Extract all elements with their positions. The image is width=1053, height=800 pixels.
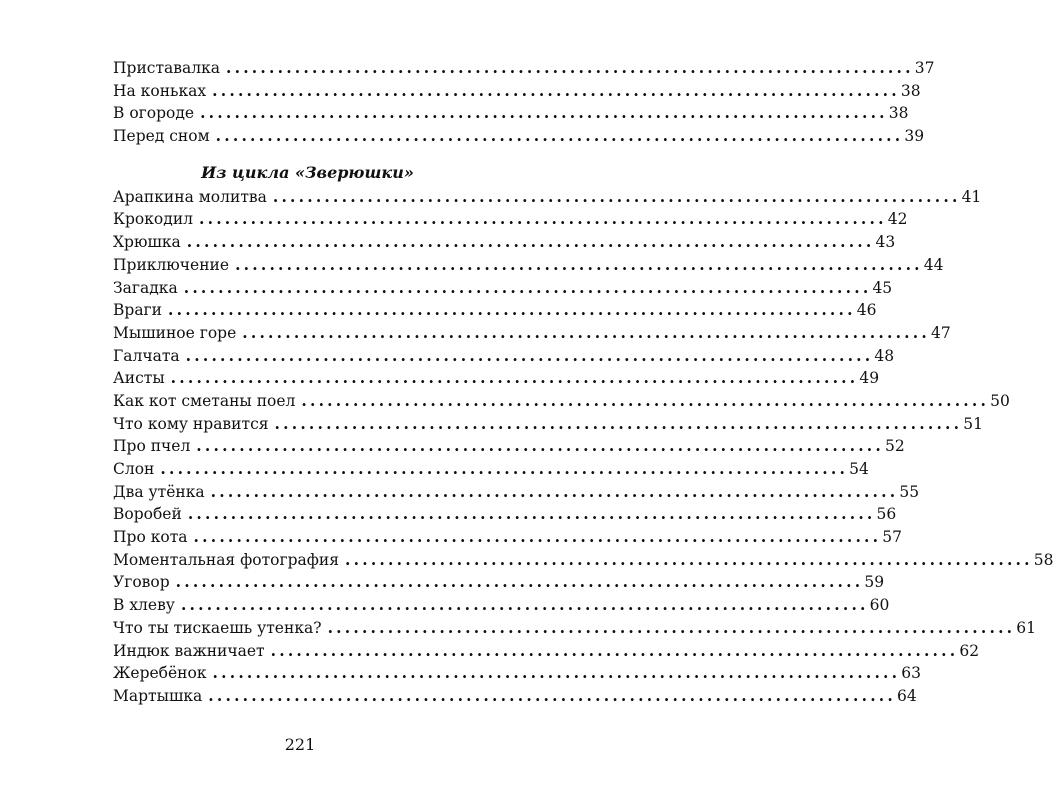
dot-leader: ................................................................................ bbox=[226, 58, 914, 77]
toc-entry-title: Враги bbox=[113, 301, 163, 320]
dot-leader: ................................................................................ bbox=[180, 595, 869, 615]
dot-leader: ................................................................................ bbox=[200, 103, 888, 123]
dot-leader: ................................................................................ bbox=[187, 504, 876, 524]
toc-entry bbox=[113, 254, 944, 277]
toc-entry-page: 44 bbox=[923, 255, 944, 274]
dot-leader: ................................................................................ bbox=[235, 254, 923, 274]
toc-entry-page: 41 bbox=[961, 187, 982, 206]
toc-entry-title: Моментальная фотография bbox=[113, 550, 340, 569]
toc-entry-title: Воробей bbox=[113, 505, 182, 524]
toc-entry-title: На коньках bbox=[113, 81, 207, 100]
toc-entry bbox=[113, 640, 980, 663]
toc-entry-title: Загадка bbox=[113, 278, 178, 297]
dot-leader: ................................................................................ bbox=[212, 663, 901, 683]
toc-entry-title: Что ты тискаешь утенка? bbox=[113, 618, 322, 637]
dot-leader: ................................................................................ bbox=[327, 617, 1016, 637]
toc-entry bbox=[113, 594, 890, 617]
dot-leader: ................................................................................ bbox=[183, 277, 872, 297]
toc-entry-title: Слон bbox=[113, 460, 155, 478]
toc-entry-page: 62 bbox=[959, 641, 980, 660]
toc-entry bbox=[113, 57, 935, 80]
toc-entry-page: 50 bbox=[990, 391, 1010, 410]
dot-leader: ................................................................................ bbox=[345, 549, 1033, 569]
dot-leader: ................................................................................ bbox=[208, 685, 896, 705]
dot-leader: ................................................................................ bbox=[168, 300, 856, 320]
dot-leader: ................................................................................ bbox=[193, 527, 882, 547]
toc-entry-title: Арапкина молитва bbox=[113, 187, 267, 206]
toc-entry-page: 55 bbox=[899, 482, 920, 501]
toc-entry bbox=[113, 102, 909, 125]
toc-entry-page: 57 bbox=[882, 528, 902, 547]
toc-entry bbox=[113, 662, 921, 685]
dot-leader: ................................................................................ bbox=[175, 572, 864, 592]
dot-leader: ................................................................................ bbox=[196, 436, 884, 456]
toc-entry bbox=[113, 277, 893, 300]
toc-entry bbox=[113, 299, 877, 322]
toc-entry-title: Про кота bbox=[113, 528, 188, 547]
toc-entry-title: Индюк важничает bbox=[113, 641, 265, 660]
dot-leader: ................................................................................ bbox=[199, 209, 887, 229]
toc-entry bbox=[113, 503, 897, 526]
toc-list-top bbox=[113, 57, 935, 148]
toc-entry-title: Галчата bbox=[113, 346, 180, 365]
toc-entry-title: Приставалка bbox=[113, 59, 221, 77]
dot-leader: ................................................................................ bbox=[210, 481, 899, 501]
toc-entry-page: 56 bbox=[876, 505, 897, 524]
toc-entry-title: Жеребёнок bbox=[113, 664, 207, 683]
page-number: 221 bbox=[284, 735, 316, 754]
toc-entry-page: 59 bbox=[864, 573, 885, 592]
toc-entry-title: Про пчел bbox=[113, 437, 191, 456]
toc-entry-page: 38 bbox=[900, 81, 921, 100]
dot-leader: ................................................................................ bbox=[212, 80, 900, 100]
toc-entry-page: 61 bbox=[1016, 618, 1036, 637]
toc-entry-page: 64 bbox=[897, 686, 917, 705]
toc-entry-title: В огороде bbox=[113, 104, 195, 123]
toc-entry-title: В хлеву bbox=[113, 596, 175, 615]
dot-leader: ................................................................................ bbox=[274, 413, 963, 433]
toc-entry bbox=[113, 617, 1036, 640]
toc-entry-page: 48 bbox=[874, 346, 895, 365]
toc-entry-page: 47 bbox=[930, 323, 951, 342]
toc-entry bbox=[113, 231, 896, 254]
toc-entry-title: Мышиное горе bbox=[113, 323, 237, 342]
section-heading: Из цикла «Зверюшки» bbox=[201, 162, 414, 182]
toc-entry-page: 38 bbox=[888, 104, 909, 123]
toc-entry bbox=[113, 685, 917, 708]
toc-entry bbox=[113, 390, 1010, 413]
dot-leader: ................................................................................ bbox=[270, 640, 959, 660]
toc-entry-page: 45 bbox=[872, 278, 893, 297]
dot-leader: ................................................................................ bbox=[160, 459, 849, 478]
toc-entry bbox=[113, 208, 908, 231]
toc-entry bbox=[113, 322, 951, 345]
toc-entry-page: 39 bbox=[904, 127, 925, 146]
toc-entry-page: 60 bbox=[869, 596, 890, 615]
dot-leader: ................................................................................ bbox=[185, 345, 874, 365]
toc-entry-title: Два утёнка bbox=[113, 482, 205, 501]
toc-entry-title: Крокодил bbox=[113, 210, 193, 229]
toc-entry bbox=[113, 526, 902, 549]
toc-entry bbox=[113, 413, 983, 436]
toc-entry-page: 42 bbox=[887, 210, 908, 229]
dot-leader: ................................................................................ bbox=[170, 368, 859, 388]
toc-entry bbox=[113, 458, 869, 481]
table-of-contents bbox=[113, 57, 1053, 708]
toc-entry-title: Что кому нравится bbox=[113, 414, 269, 433]
toc-entry-page: 46 bbox=[856, 301, 877, 320]
toc-entry bbox=[113, 481, 920, 504]
toc-entry-title: Как кот сметаны поел bbox=[113, 391, 296, 410]
toc-entry-page: 63 bbox=[901, 664, 921, 683]
toc-entry-page: 49 bbox=[859, 369, 880, 388]
toc-entry bbox=[113, 571, 885, 594]
toc-entry-title: Приключение bbox=[113, 255, 230, 274]
toc-entry-title: Хрюшка bbox=[113, 233, 181, 252]
dot-leader: ................................................................................ bbox=[186, 232, 875, 252]
toc-entry bbox=[113, 125, 925, 148]
toc-entry bbox=[113, 186, 982, 209]
dot-leader: ................................................................................ bbox=[272, 186, 961, 206]
toc-entry bbox=[113, 80, 921, 103]
toc-entry bbox=[113, 549, 1053, 572]
toc-entry bbox=[113, 367, 880, 390]
toc-entry-page: 58 bbox=[1033, 550, 1053, 569]
toc-entry-page: 51 bbox=[963, 414, 983, 433]
toc-entry-title: Аисты bbox=[113, 369, 165, 388]
toc-entry-title: Перед сном bbox=[113, 127, 210, 146]
toc-entry-page: 37 bbox=[914, 59, 935, 77]
toc-entry bbox=[113, 345, 895, 368]
toc-entry-page: 52 bbox=[885, 437, 905, 456]
toc-list-section bbox=[113, 186, 1053, 708]
dot-leader: ................................................................................ bbox=[301, 390, 990, 410]
toc-entry-page: 43 bbox=[875, 233, 896, 252]
toc-entry-page: 54 bbox=[849, 460, 869, 478]
dot-leader: ................................................................................ bbox=[215, 126, 904, 146]
toc-entry-title: Уговор bbox=[113, 573, 170, 592]
toc-entry-title: Мартышка bbox=[113, 686, 203, 705]
toc-entry bbox=[113, 435, 905, 458]
dot-leader: ................................................................................ bbox=[242, 322, 930, 342]
